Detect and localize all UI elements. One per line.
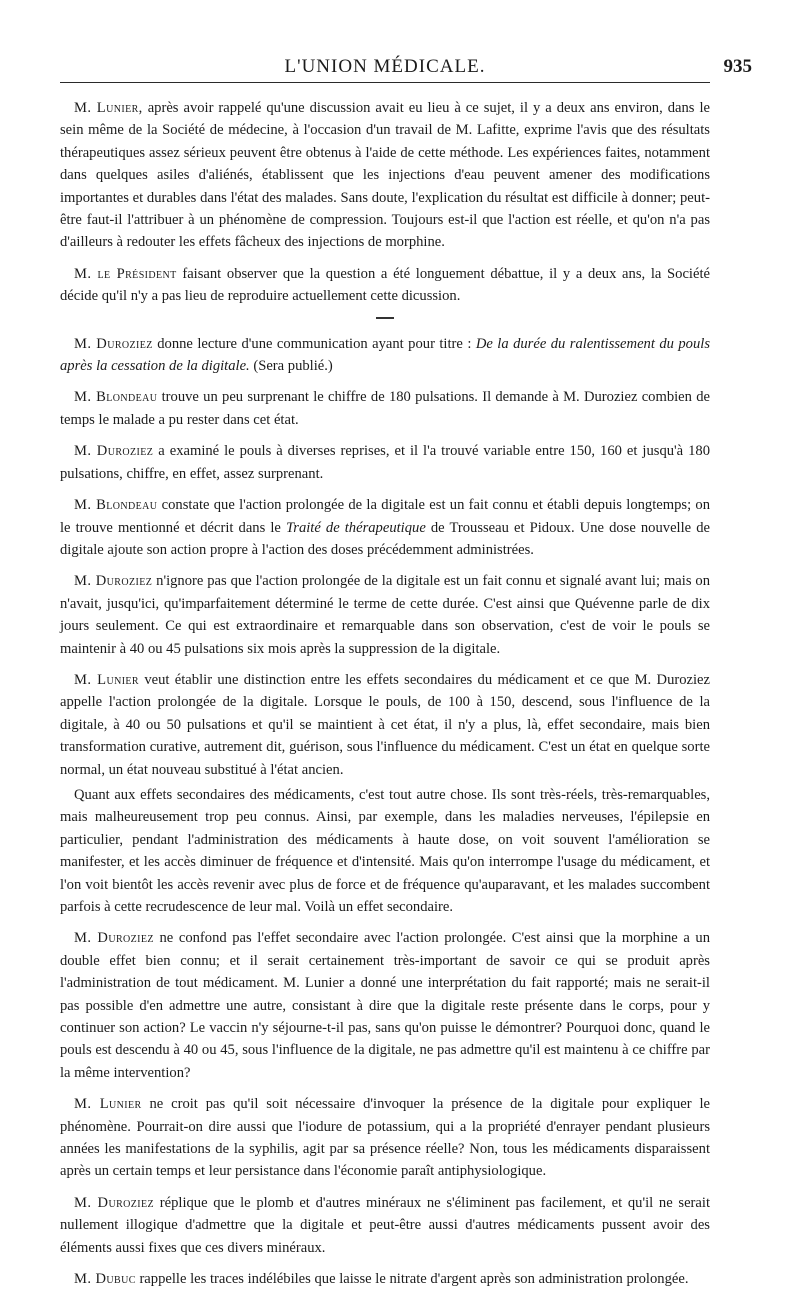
paragraph (60, 386, 710, 431)
running-header (60, 0, 752, 83)
speaker-name: M. Blondeau (74, 389, 158, 406)
paragraph (60, 927, 710, 1084)
communication-title: De la durée du ralentissement du pouls après la cessation de la digitale. (60, 335, 711, 375)
paragraph-text: constate que l'action prolongée de la digitale est un fait connu et établi depuis longtemps; on le trouve mentionné et décrit dans le (60, 497, 710, 536)
paragraph (60, 669, 710, 781)
paragraph (60, 1093, 710, 1183)
paragraph-text: après avoir rappelé qu'une discussion avait eu lieu à ce sujet, il y a deux ans environ, dans le sein même de la Société de médecine, à l'occasion d'un travail de M. Lafitte, exprime l'avis que des résultats thérapeutiques assez sérieux peuvent être obtenus à l'aide de cette méthode. Les expériences faites, notamment dans quelques asiles d'aliénés, établissent que les injections d'eau peuvent amener des modifications importantes et durables dans l'état des malades. Sans doute, l'explication du résultat est difficile à donner; peut-être faut-il l'attribuer à un phénomène de compression. Toujours est-il que l'action est réelle, et qu'on n'a pas d'ailleurs à redouter les effets fâcheux des injections de morphine. (60, 100, 710, 251)
speaker-name: M. Duroziez (74, 443, 154, 460)
section-separator (376, 317, 394, 319)
paragraph (60, 1268, 710, 1290)
paragraph (60, 570, 710, 660)
paragraph-text-after: (Sera publié.) (249, 358, 333, 375)
paragraph-text: ne croit pas qu'il soit nécessaire d'invoquer la présence de la digitale pour expliquer le phénomène. Pourrait-on dire aussi que l'iodure de potassium, qui a la propriété d'enrayer pendant plusieurs années les manifestations de la syphilis, agit par sa présence réelle? Non, tous les médicaments disparaissent après un certain temps et leur persistance dans l'économie paraît antiphysiologique. (60, 1096, 710, 1180)
paragraph-text: rappelle les traces indélébiles que laisse le nitrate d'argent après son administration prolongée. (135, 1271, 689, 1288)
paragraph (60, 1192, 710, 1259)
speaker-name: M. Duroziez (74, 1194, 155, 1211)
paragraph-text: veut établir une distinction entre les effets secondaires du médicament et ce que M. Duroziez appelle l'action prolongée de la digitale. Lorsque le pouls, de 100 à 150, descend, sous l'influence de la digitale, à 40 ou 50 pulsations et qu'il se maintient à cet état, il n'y a plus, là, effet secondaire, mais bien transformation curative, autrement dit, guérison, sous l'influence du médicament. C'est un état en quelque sorte normal, un état nouveau substitué à l'état ancien. (60, 671, 711, 778)
book-title: Traité de thérapeutique (285, 519, 426, 536)
speaker-name: M. Duroziez (74, 573, 153, 590)
paragraph-text: n'ignore pas que l'action prolongée de la digitale est un fait connu et signalé avant lui; mais on n'avait, jusqu'ici, qu'imparfaitement déterminé le terme de cette durée. C'est ainsi que Quévenne parle de dix jours seulement. Ce qui est extraordinaire et remarquable dans son observation, c'est de voir le pouls se maintenir à 40 ou 45 pulsations six mois après la suppression de la digitale. (60, 573, 711, 657)
paragraph-text: a examiné le pouls à diverses reprises, et il l'a trouvé variable entre 150, 160 et jusqu'à 180 pulsations, chiffre, en effet, assez surprenant. (60, 443, 711, 482)
paragraph-text: trouve un peu surprenant le chiffre de 180 pulsations. Il demande à M. Duroziez combien de temps le malade a pu rester dans cet état. (60, 389, 710, 428)
paragraph-text: ne confond pas l'effet secondaire avec l'action prolongée. C'est ainsi que la morphine a un double effet bien connu; et il serait certainement très-important de savoir ce qui se produit après l'administration de tout médicament. M. Lunier a donné une interprétation du fait rapporté; mais ne serait-il pas possible d'en admettre une autre, consistant à dire que la digitale reste présente dans le corps, pour y continuer son action? Le vaccin n'y séjourne-t-il pas, sans qu'on puisse le démontrer? Pourquoi donc, quand le pouls est descendu à 40 ou 45, sous l'influence de la digitale, ne pas admettre qu'il est maintenu à ce chiffre par la même intervention? (60, 930, 711, 1081)
paragraph-text: donne lecture d'une communication ayant pour titre : (152, 335, 476, 352)
speaker-name: M. Blondeau (74, 497, 158, 514)
speaker-name: M. Duroziez (74, 335, 153, 352)
paragraph-text: réplique que le plomb et d'autres minéraux ne s'éliminent pas facilement, et qu'il ne serait nullement illogique d'admettre que la digitale et peut-être aussi d'autres médicaments pussent avoir des éléments aussi fixes que ces divers minéraux. (60, 1194, 710, 1256)
page-number: 935 (723, 56, 752, 77)
speaker-name: M. le Président (74, 265, 177, 282)
speaker-name: M. Dubuc (74, 1271, 136, 1288)
article-body (60, 97, 710, 1291)
paragraph (60, 263, 710, 308)
paragraph (60, 333, 710, 378)
speaker-name: M. Lunier, (74, 100, 143, 116)
paragraph-text-after: de Trousseau et Pidoux. Une dose nouvelle de digitale ajoute son action propre à l'action des doses précédemment administrées. (60, 519, 710, 558)
speaker-name: M. Lunier (74, 671, 140, 688)
speaker-name: M. Duroziez (74, 930, 154, 947)
paragraph-text: faisant observer que la question a été longuement débattue, il y a deux ans, la Société décide qu'il n'y a pas lieu de reproduire actuellement cette dicussion. (60, 265, 710, 305)
paragraph (60, 97, 710, 254)
paragraph (60, 440, 710, 485)
speaker-name: M. Lunier (74, 1096, 142, 1113)
journal-title: L'UNION MÉDICALE. (284, 56, 486, 77)
paragraph-text: Quant aux effets secondaires des médicaments, c'est tout autre chose. Ils sont très-réels, très-remarquables, mais malheureusement trop peu connus. Ainsi, par exemple, dans les maladies nerveuses, l'épilepsie en particulier, pendant l'administration des médicaments à haute dose, on voit souvent l'amélioration se manifester, et les accès diminuer de fréquence et d'intensité. Mais qu'on interrompe l'usage du médicament, et l'on voit bientôt les accès revenir avec plus de force et de fréquence qu'auparavant, et les malades succombent parfois à cette recrudescence de leur mal. Voilà un effet secondaire. (60, 786, 710, 915)
paragraph (60, 784, 710, 918)
paragraph (60, 494, 710, 561)
